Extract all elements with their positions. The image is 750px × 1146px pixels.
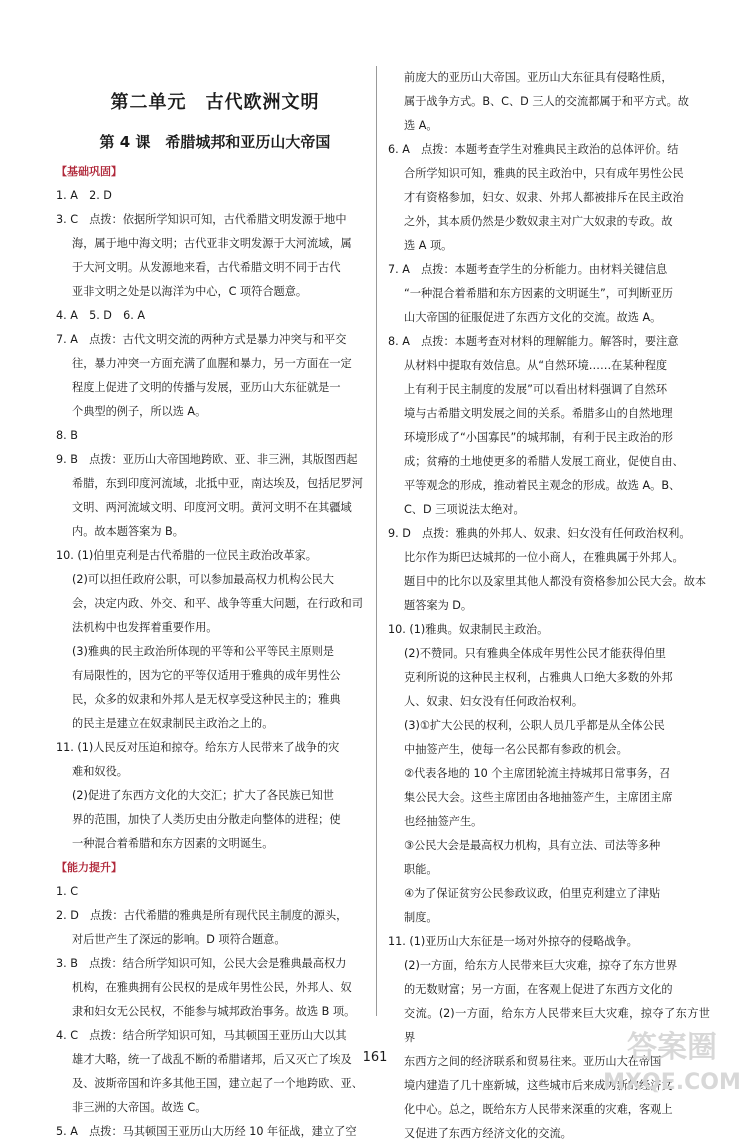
text-line: 从材料中提取有效信息。从“自然环境……在某种程度 [404,359,668,372]
text-line: 7. A 点拨：本题考查学生的分析能力。由材料关键信息 [388,263,668,276]
svg-text:MXQE.COM: MXQE.COM [603,1070,741,1095]
text-line: 前庞大的亚历山大帝国。亚历山大东征具有侵略性质， [404,71,673,84]
text-line: 11. (1)人民反对压迫和掠夺。给东方人民带来了战争的灾 [56,741,340,754]
lesson-title: 第 4 课 希腊城邦和亚历山大帝国 [99,133,331,151]
text-line: 8. B [56,429,78,442]
text-line: 克利所说的这种民主权利，占雅典人口绝大多数的外邦 [404,671,673,684]
text-line: 之外，其本质仍然是少数奴隶主对广大奴隶的专政。故 [404,215,673,228]
text-line: 7. A 点拨：古代文明交流的两种方式是暴力冲突与和平交 [56,333,347,346]
text-line: 隶和妇女无公民权，不能参与城邦政治事务。故选 B 项。 [72,1005,356,1018]
right-column [388,66,710,1146]
text-line: ②代表各地的 10 个主席团轮流主持城邦日常事务，召 [404,767,671,780]
text-line: 才有资格参加，妇女、奴隶、外邦人都被排斥在民主政治 [404,191,684,204]
text-line: 境与古希腊文明发展之间的关系。希腊多山的自然地理 [404,407,673,420]
text-line: 内。故本题答案为 B。 [72,525,184,538]
text-line: 5. A 点拨：马其顿国王亚历山大历经 10 年征战，建立了空 [56,1125,357,1138]
text-line: 属于战争方式。B、C、D 三人的交流都属于和平方式。故 [404,95,689,108]
text-line: 9. B 点拨：亚历山大帝国地跨欧、亚、非三洲，其版图西起 [56,453,358,466]
text-line: 一种混合着希腊和东方因素的文明诞生。 [72,837,274,850]
section-heading: 【基础巩固】 [56,165,122,178]
svg-text:答案圈: 答案圈 [627,1030,717,1065]
text-line: 9. D 点拨：雅典的外邦人、奴隶、妇女没有任何政治权利。 [388,527,691,540]
text-line: 平等观念的形成，推动着民主观念的形成。故选 A。B、 [404,479,681,492]
text-line: 希腊，东到印度河流域，北抵中亚，南达埃及，包括尼罗河 [72,477,363,490]
text-line: 题目中的比尔以及家里其他人都没有资格参加公民大会。故本 [404,575,707,588]
text-line: (3)①扩大公民的权利，公职人员几乎都是从全体公民 [404,719,665,732]
text-line: 于大河文明。从发源地来看，古代希腊文明不同于古代 [72,261,341,274]
watermark-logo [602,1019,742,1097]
left-column [56,160,372,1144]
text-line: 1. A 2. D [56,189,112,202]
text-line: 又促进了东西方经济文化的交流。 [404,1127,572,1140]
text-line: 上有利于民主制度的发展”可以看出材料强调了自然环 [404,383,668,396]
text-line: (2)可以担任政府公职，可以参加最高权力机构公民大 [72,573,334,586]
text-line: 个典型的例子，所以选 A。 [72,405,207,418]
text-line: 往，暴力冲突一方面充满了血腥和暴力，另一方面在一定 [72,357,352,370]
text-line: 8. A 点拨：本题考查对材料的理解能力。解答时，要注意 [388,335,679,348]
text-line: 文明、两河流域文明、印度河文明。黄河文明不在其疆域 [72,501,352,514]
text-line: 10. (1)雅典。奴隶制民主政治。 [388,623,549,636]
text-line: 及、波斯帝国和许多其他王国，建立起了一个地跨欧、亚、 [72,1077,363,1090]
text-line: 10. (1)伯里克利是古代希腊的一位民主政治改革家。 [56,549,317,562]
text-line: 有局限性的，因为它的平等仅适用于雅典的成年男性公 [72,669,341,682]
text-line: 职能。 [404,863,438,876]
text-line: 4. C 点拨：结合所学知识可知，马其顿国王亚历山大以其 [56,1029,347,1042]
text-line: 1. C [56,885,79,898]
page-number: 161 [362,1050,388,1065]
text-line: 亚非文明之处是以海洋为中心，C 项符合题意。 [72,285,308,298]
text-line: 3. B 点拨：结合所学知识可知，公民大会是雅典最高权力 [56,957,347,970]
text-line: (2)促进了东西方文化的大交汇；扩大了各民族已知世 [72,789,334,802]
text-line: ③公民大会是最高权力机构，具有立法、司法等多种 [404,839,661,852]
column-divider [376,66,377,1016]
text-line: 4. A 5. D 6. A [56,309,145,322]
text-line: (2)一方面，给东方人民带来巨大灾难，掠夺了东方世界 [404,959,678,972]
text-line: 合所学知识可知，雅典的民主政治中，只有成年男性公民 [404,167,684,180]
text-line: 海，属于地中海文明；古代亚非文明发源于大河流域，属 [72,237,352,250]
text-line: “一种混合着希腊和东方因素的文明诞生”，可判断亚历 [404,287,673,300]
text-line: C、D 三项说法太绝对。 [404,503,525,516]
text-line: 也经抽签产生。 [404,815,483,828]
text-line: 民，众多的奴隶和外邦人是无权享受这种民主的；雅典 [72,693,341,706]
text-line: 交流。(2)一方面，给东方人民带来巨大灾难，掠夺了东方世界 [404,1007,710,1044]
text-line: 选 A。 [404,119,438,132]
text-line: 境内建造了几十座新城，这些城市后来成为新的经济文 [404,1079,673,1092]
text-line: 界的范围，加快了人类历史由分散走向整体的进程；使 [72,813,341,826]
unit-title: 第二单元 古代欧洲文明 [110,92,320,113]
section-heading: 【能力提升】 [56,861,122,874]
text-line: 中抽签产生，使每一名公民都有参政的机会。 [404,743,628,756]
text-line: 成；贫瘠的土地使更多的希腊人发展工商业，促使自由、 [404,455,684,468]
text-line: 雄才大略，统一了战乱不断的希腊诸邦，后又灭亡了埃及 [72,1053,352,1066]
text-line: ④为了保证贫穷公民参政议政，伯里克利建立了津贴 [404,887,661,900]
text-line: 东西方之间的经济联系和贸易往来。亚历山大在帝国 [404,1055,662,1068]
text-line: 难和奴役。 [72,765,128,778]
text-line: 的民主是建立在奴隶制民主政治之上的。 [72,717,274,730]
text-line: 法机构中也发挥着重要作用。 [72,621,218,634]
text-line: 的无数财富；另一方面，在客观上促进了东西方文化的 [404,983,673,996]
text-line: 选 A 项。 [404,239,453,252]
text-line: 集公民大会。这些主席团由各地抽签产生，主席团主席 [404,791,673,804]
text-line: 环境形成了“小国寡民”的城邦制，有利于民主政治的形 [404,431,673,444]
text-line: 对后世产生了深远的影响。D 项符合题意。 [72,933,286,946]
text-line: (3)雅典的民主政治所体现的平等和公平等民主原则是 [72,645,334,658]
text-line: 程度上促进了文明的传播与发展，亚历山大东征就是一 [72,381,341,394]
text-line: 题答案为 D。 [404,599,473,612]
text-line: 制度。 [404,911,438,924]
text-line: 非三洲的大帝国。故选 C。 [72,1101,207,1114]
text-line: 6. A 点拨：本题考查学生对雅典民主政治的总体评价。结 [388,143,679,156]
text-line: 2. D 点拨：古代希腊的雅典是所有现代民主制度的源头， [56,909,348,922]
text-line: 3. C 点拨：依据所学知识可知，古代希腊文明发源于地中 [56,213,347,226]
text-line: 比尔作为斯巴达城邦的一位小商人，在雅典属于外邦人。 [404,551,684,564]
text-line: 机构，在雅典拥有公民权的是成年男性公民，外邦人、奴 [72,981,352,994]
text-line: 11. (1)亚历山大东征是一场对外掠夺的侵略战争。 [388,935,638,948]
text-line: 会，决定内政、外交、和平、战争等重大问题，在行政和司 [72,597,363,610]
text-line: 山大帝国的征服促进了东西方文化的交流。故选 A。 [404,311,662,324]
text-line: (2)不赞同。只有雅典全体成年男性公民才能获得伯里 [404,647,666,660]
text-line: 人、奴隶、妇女没有任何政治权利。 [404,695,584,708]
text-line: 化中心。总之，既给东方人民带来深重的灾难，客观上 [404,1103,673,1116]
